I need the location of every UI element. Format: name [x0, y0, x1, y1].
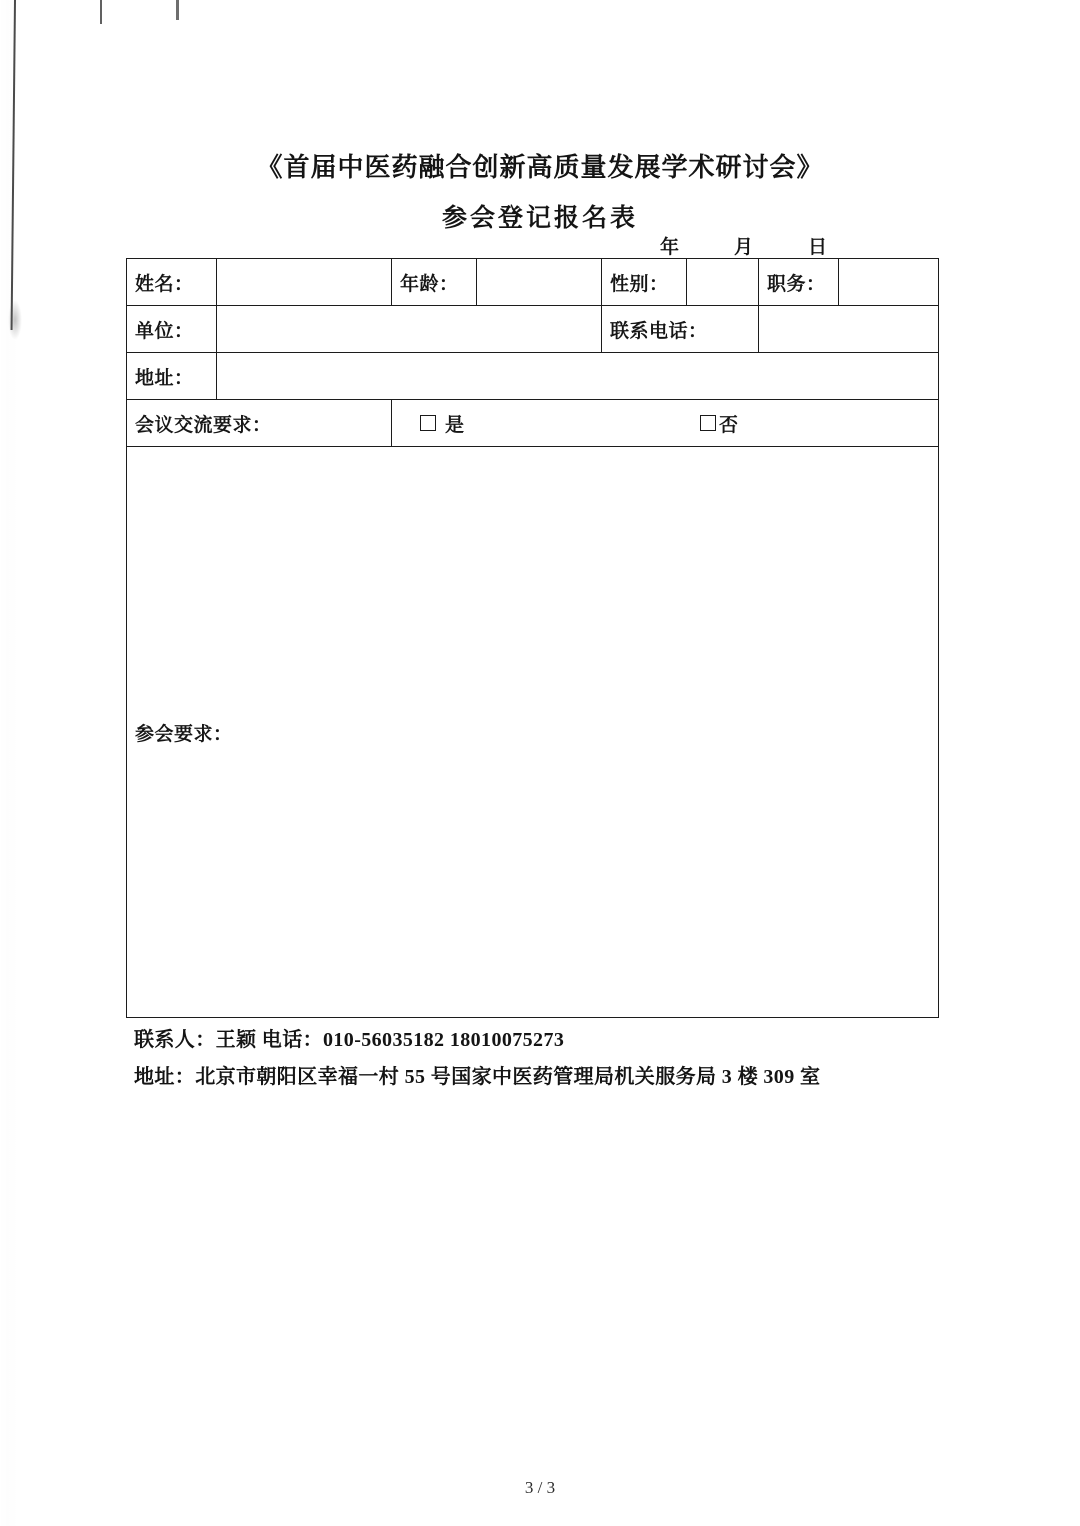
requirements-label: 参会要求： — [135, 723, 233, 745]
phone-label: 联系电话： — [602, 306, 759, 353]
unit-input[interactable] — [217, 306, 602, 353]
date-day-label: 日 — [808, 237, 829, 258]
table-row-identity — [127, 259, 939, 306]
page-subtitle: 参会登记报名表 — [441, 205, 638, 232]
name-label: 姓名： — [127, 259, 217, 306]
date-fields — [660, 232, 960, 259]
age-label: 年龄： — [392, 259, 477, 306]
checkbox-icon[interactable] — [700, 415, 716, 431]
unit-label: 单位： — [127, 306, 217, 353]
date-month-label: 月 — [734, 237, 755, 258]
page-number: 3 / 3 — [524, 1478, 556, 1497]
footer-contact-block — [134, 1022, 974, 1096]
exchange-no-option[interactable] — [700, 410, 739, 437]
contact-address-line: 地址：北京市朝阳区幸福一村 55 号国家中医药管理局机关服务局 3 楼 309 室 — [134, 1066, 821, 1088]
exchange-yes-option[interactable] — [420, 410, 700, 437]
position-input[interactable] — [839, 259, 939, 306]
exchange-no-label: 否 — [719, 414, 739, 436]
scan-edge-artifact — [0, 0, 18, 1526]
scan-smudge-artifact — [8, 300, 22, 340]
requirements-area[interactable] — [127, 447, 939, 1018]
name-input[interactable] — [217, 259, 392, 306]
contact-person-line: 联系人：王颖 电话：010-56035182 18010075273 — [134, 1029, 565, 1051]
date-year-label: 年 — [660, 237, 681, 258]
exchange-options — [392, 400, 939, 447]
table-row-unit — [127, 306, 939, 353]
age-input[interactable] — [477, 259, 602, 306]
table-row-address — [127, 353, 939, 400]
table-row-exchange — [127, 400, 939, 447]
page-title: 《首届中医药融合创新高质量发展学术研讨会》 — [256, 153, 824, 182]
scan-line-artifact — [100, 0, 102, 24]
gender-input[interactable] — [687, 259, 759, 306]
registration-form-table — [126, 258, 939, 1018]
phone-input[interactable] — [759, 306, 939, 353]
checkbox-icon[interactable] — [420, 415, 436, 431]
address-input[interactable] — [217, 353, 939, 400]
position-label: 职务： — [759, 259, 839, 306]
address-label: 地址： — [127, 353, 217, 400]
exchange-yes-label: 是 — [445, 414, 465, 436]
exchange-label: 会议交流要求： — [127, 400, 392, 447]
table-row-requirements — [127, 447, 939, 1018]
title-block — [120, 148, 960, 236]
scan-line-artifact — [176, 0, 179, 20]
gender-label: 性别： — [602, 259, 687, 306]
